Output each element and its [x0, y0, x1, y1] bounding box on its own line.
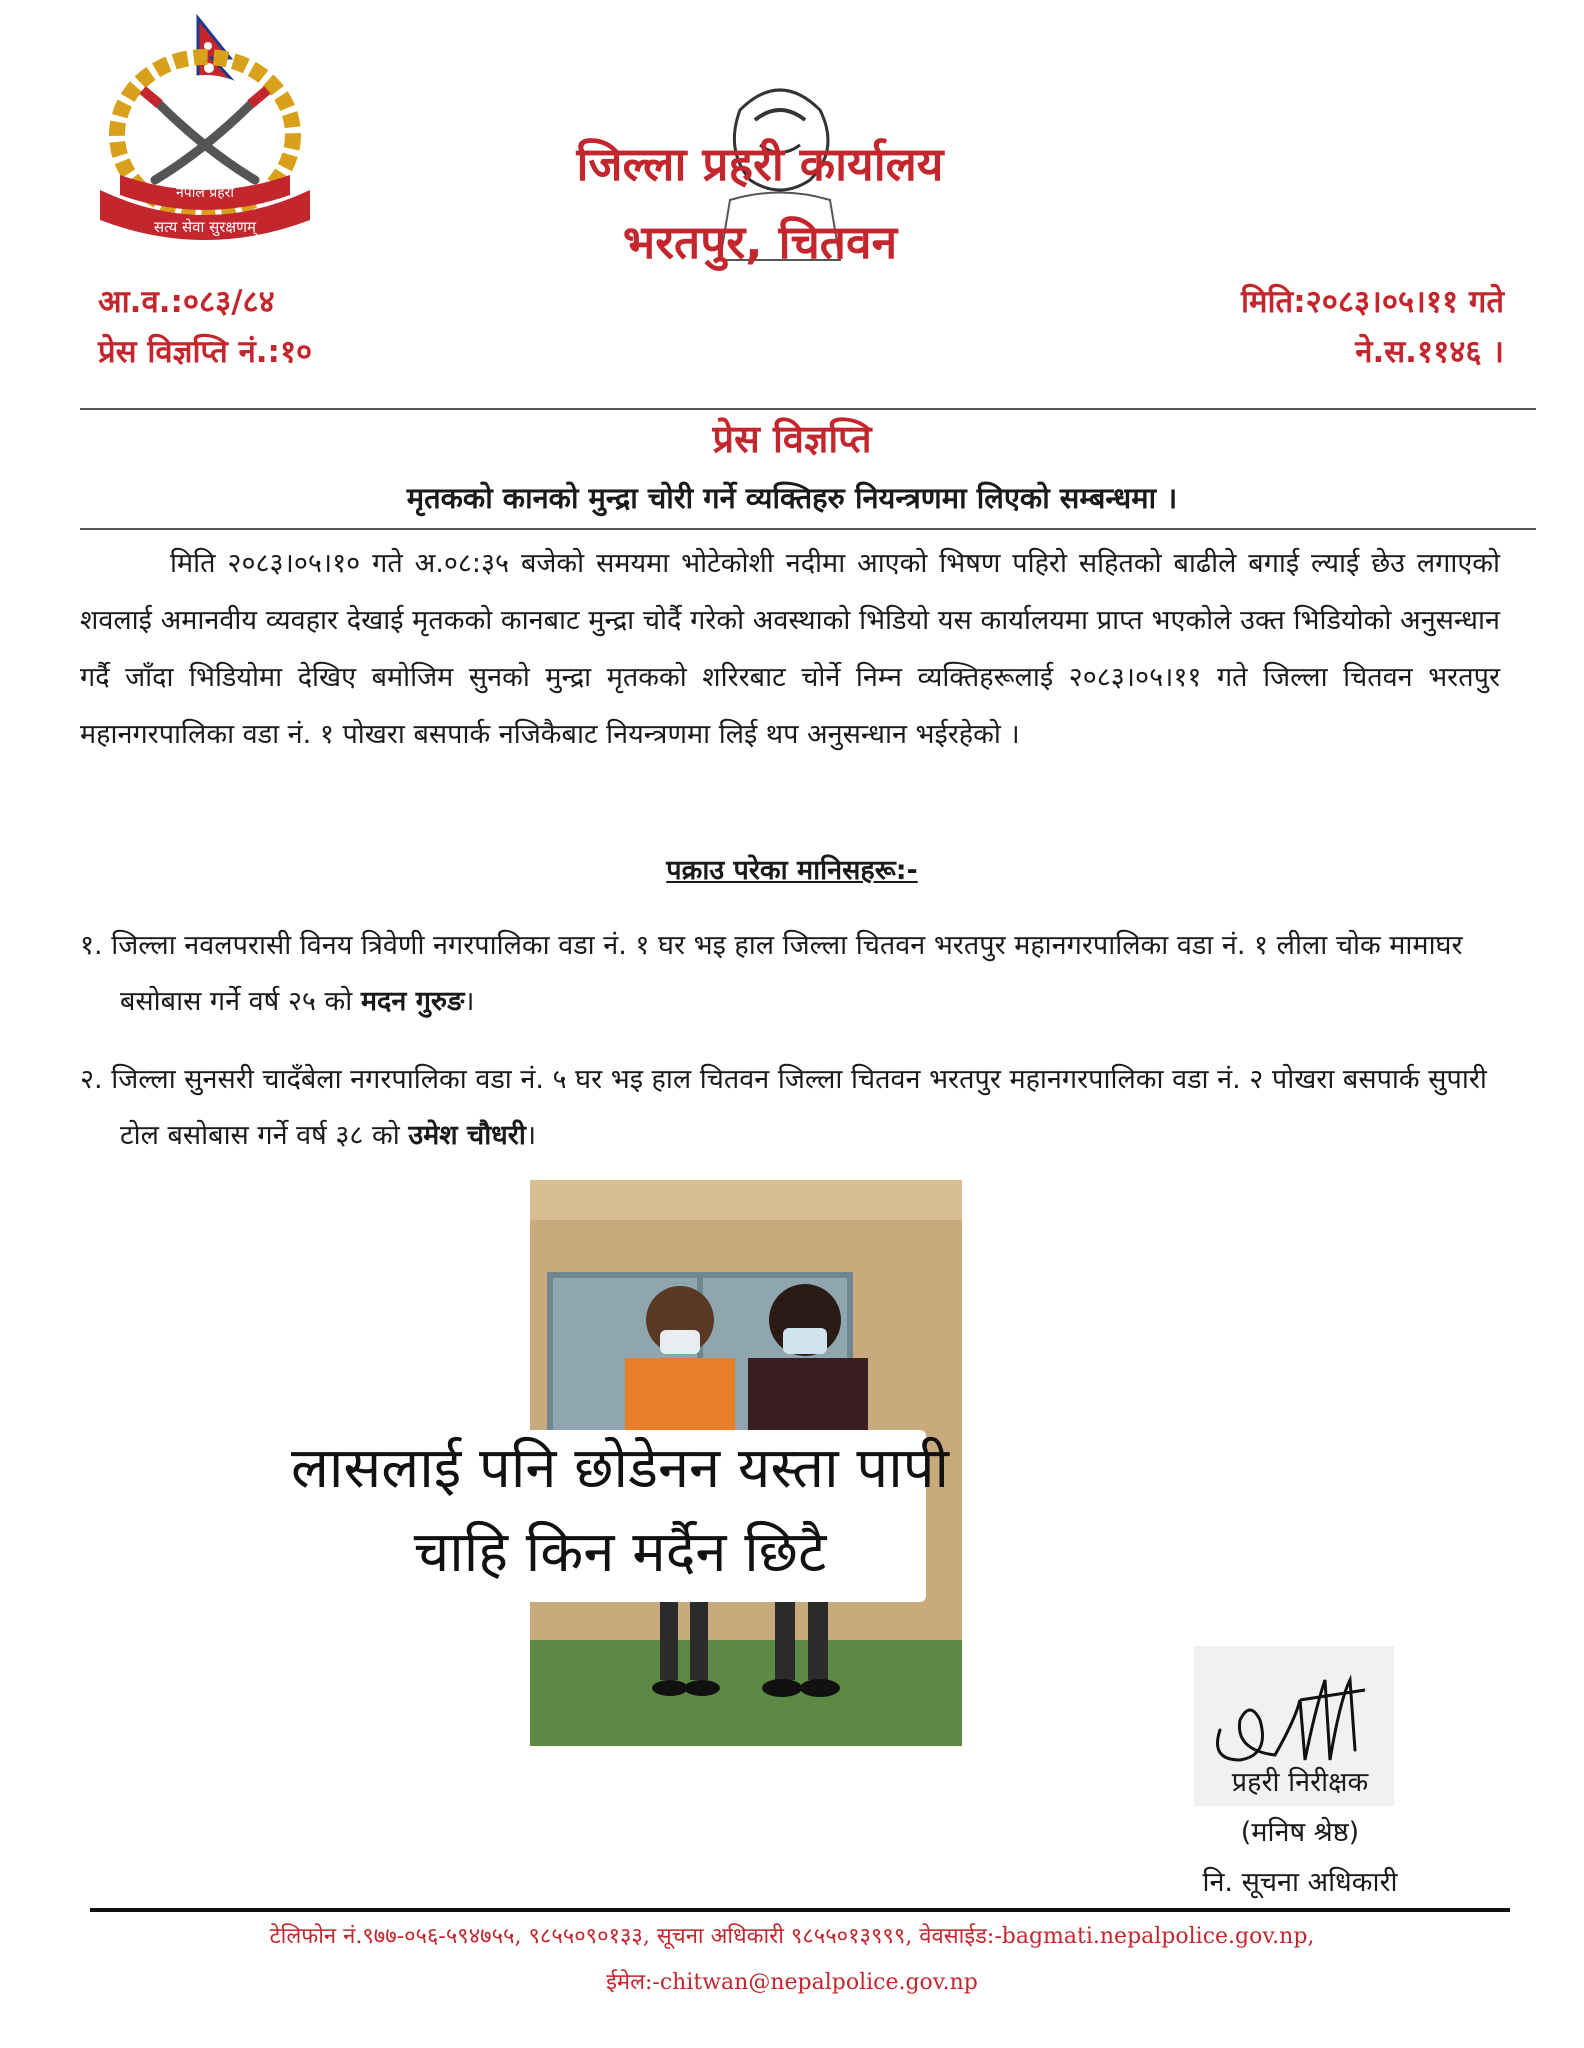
arrested-item-2 — [80, 1052, 1500, 1164]
office-header — [510, 80, 1010, 280]
body-paragraph: मिति २०८३।०५।१० गते अ.०८:३५ बजेको समयमा भोटेकोशी नदीमा आएको भिषण पहिरो सहितको बाढीले बगाई ल्याई छेउ लगाएको शवलाई अमानवीय व्यवहार देखाई मृतकको कानबाट मुन्द्रा चोर्दै गरेको अवस्थाको भिडियो यस कार्यालयमा प्राप्त भएकोले उक्त भिडियोको अनुसन्धान गर्दै जाँदा भिडियोमा देखिए बमोजिम सुनको मुन्द्रा मृतकको शरिरबाट चोर्ने निम्न व्यक्तिहरूलाई २०८३।०५।११ गते जिल्ला चितवन भरतपुर महानगरपालिका वडा नं. १ पोखरा बसपार्क नजिकैबाट नियन्त्रणमा लिई थप अनुसन्धान भईरहेको । — [80, 548, 1500, 750]
document-subject: मृतकको कानको मुन्द्रा चोरी गर्ने व्यक्तिहरु नियन्त्रणमा लिएको सम्बन्धमा । — [406, 481, 1178, 515]
arrested-item-1-name: मदन गुरुङ — [360, 986, 465, 1017]
footer-email: ईमेल:-chitwan@nepalpolice.gov.np — [606, 1970, 978, 1995]
nepal-sambat-date: ने.स.११४६ । — [1355, 334, 1504, 370]
overlay-caption-line-2: चाहि किन मर्दैन छिटै — [413, 1520, 827, 1585]
arrested-item-2-end: । — [525, 1120, 537, 1151]
arrested-list-heading: पक्राउ परेका मानिसहरू:- — [666, 855, 918, 886]
emblem-banner: नेपाल प्रहरी — [175, 185, 235, 201]
arrested-item-1-text: १. जिल्ला नवलपरासी विनय त्रिवेणी नगरपालिका वडा नं. १ घर भइ हाल जिल्ला चितवन भरतपुर महानगरपालिका वडा नं. १ लीला चोक मामाघर बसोबास गर्ने वर्ष २५ को — [80, 930, 1463, 1017]
footer-divider — [90, 1908, 1510, 1912]
overlay-caption-line-1: लासलाई पनि छोडेनन यस्ता पापी — [290, 1436, 950, 1501]
arrested-item-1-end: । — [464, 986, 475, 1017]
subject-divider — [80, 528, 1536, 530]
press-release-number: प्रेस विज्ञप्ति नं.:१० — [98, 334, 313, 370]
document-title: प्रेस विज्ञप्ति — [712, 417, 872, 461]
signatory-name: (मनिष श्रेष्ठ) — [1240, 1817, 1360, 1848]
office-title: जिल्ला प्रहरी कार्यालय — [576, 137, 944, 191]
signatory-role: नि. सूचना अधिकारी — [1202, 1867, 1398, 1898]
nepal-police-emblem — [80, 10, 330, 260]
header-divider — [80, 408, 1536, 410]
release-date: मिति:२०८३।०५।११ गते — [1240, 284, 1504, 320]
arrested-item-2-name: उमेश चौधरी — [408, 1120, 526, 1151]
arrested-item-1 — [80, 918, 1500, 1030]
emblem-motto: सत्य सेवा सुरक्षणम् — [154, 218, 256, 236]
arrested-item-2-text: २. जिल्ला सुनसरी चादँबेला नगरपालिका वडा नं. ५ घर भइ हाल चितवन जिल्ला चितवन भरतपुर महानगरपालिका वडा नं. २ पोखरा बसपार्क सुपारी टोल बसोबास गर्ने वर्ष ३८ को — [80, 1064, 1487, 1151]
footer-contact: टेलिफोन नं.९७७-०५६-५९४७५५, ९८५५०९०१३३, सूचना अधिकारी ९८५५०१३९९९, वेवसाईड:-bagmati.nepalpolice.gov.np, — [269, 1924, 1315, 1949]
fiscal-year: आ.व.:०८३/८४ — [98, 284, 275, 320]
signatory-rank: प्रहरी निरीक्षक — [1231, 1767, 1369, 1798]
office-location: भरतपुर, चितवन — [622, 215, 898, 269]
